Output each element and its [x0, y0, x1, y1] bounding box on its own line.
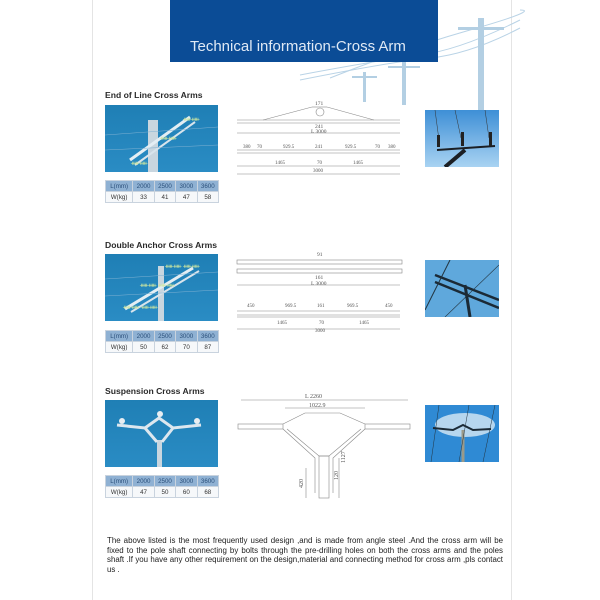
section-title-end-of-line: End of Line Cross Arms	[105, 90, 203, 100]
spec-table-end-of-line	[105, 180, 219, 203]
page-title: Technical information-Cross Arm	[190, 38, 406, 55]
svg-text:380: 380	[243, 145, 251, 150]
section-title-double-anchor: Double Anchor Cross Arms	[105, 240, 218, 250]
weight-cell: 47	[133, 487, 154, 498]
weight-cell: 47	[176, 192, 197, 203]
row-label: W(kg)	[106, 487, 133, 498]
header-banner	[170, 0, 438, 62]
length-cell: 3000	[176, 476, 197, 487]
svg-text:929.5: 929.5	[283, 145, 295, 150]
end-of-line-field-photo	[425, 110, 499, 167]
footer-description: The above listed is the most frequently used design ,and is made from angle steel .And the cross arm will be fixed to the pole shaft connecting by bolts through the pre-drilling holes on both the cross arms and the poles shaft .If you have any other requirement on the design,material and connecting method for cross arm ,pls contact us .	[107, 536, 503, 574]
length-cell: 3600	[197, 476, 218, 487]
svg-text:969.5: 969.5	[347, 304, 359, 309]
svg-text:969.5: 969.5	[285, 304, 297, 309]
row-label: L(mm)	[106, 181, 133, 192]
end-of-line-photo	[105, 105, 218, 172]
weight-cell: 58	[197, 192, 218, 203]
suspension-field-photo	[425, 405, 499, 462]
weight-cell: 41	[154, 192, 175, 203]
svg-text:450: 450	[247, 304, 255, 309]
svg-text:70: 70	[319, 321, 324, 326]
weight-cell: 87	[197, 342, 218, 353]
svg-text:161: 161	[317, 304, 325, 309]
svg-text:929.5: 929.5	[345, 145, 357, 150]
double-anchor-drawing	[235, 245, 415, 335]
row-label: L(mm)	[106, 476, 133, 487]
weight-cell: 62	[154, 342, 175, 353]
svg-text:3000: 3000	[315, 329, 325, 334]
svg-text:L 3000: L 3000	[311, 129, 327, 135]
spec-table-suspension	[105, 475, 219, 498]
suspension-drawing	[235, 388, 415, 503]
svg-text:420: 420	[299, 479, 305, 488]
svg-text:91: 91	[317, 252, 323, 258]
length-cell: 3600	[197, 331, 218, 342]
length-cell: 2500	[154, 331, 175, 342]
weight-cell: 68	[197, 487, 218, 498]
weight-cell: 60	[176, 487, 197, 498]
double-anchor-photo	[105, 254, 218, 321]
svg-text:70: 70	[375, 145, 380, 150]
svg-text:1465: 1465	[275, 161, 285, 166]
section-title-suspension: Suspension Cross Arms	[105, 386, 205, 396]
end-of-line-drawing	[235, 98, 415, 183]
length-cell: 3600	[197, 181, 218, 192]
svg-text:70: 70	[317, 161, 322, 166]
double-anchor-field-photo	[425, 260, 499, 317]
weight-cell: 33	[133, 192, 154, 203]
row-label: L(mm)	[106, 331, 133, 342]
svg-text:ᚔᚔ: ᚔᚔ	[183, 117, 200, 123]
svg-text:1127: 1127	[341, 451, 347, 463]
svg-text:171: 171	[315, 101, 324, 107]
weight-cell: 50	[154, 487, 175, 498]
row-label: W(kg)	[106, 342, 133, 353]
length-cell: 2000	[133, 476, 154, 487]
svg-text:241: 241	[315, 145, 323, 150]
svg-text:ᚔᚔ: ᚔᚔ	[160, 136, 177, 142]
length-cell: 3000	[176, 181, 197, 192]
svg-text:1022.9: 1022.9	[309, 403, 326, 409]
svg-text:380: 380	[388, 145, 396, 150]
row-label: W(kg)	[106, 192, 133, 203]
svg-text:L 3000: L 3000	[311, 281, 327, 287]
length-cell: 2500	[154, 476, 175, 487]
length-cell: 2500	[154, 181, 175, 192]
weight-cell: 50	[133, 342, 154, 353]
svg-text:241: 241	[315, 124, 324, 130]
svg-text:ᚔᚔ ᚔᚔ: ᚔᚔ ᚔᚔ	[165, 264, 200, 270]
svg-text:L 2260: L 2260	[305, 394, 322, 400]
svg-text:ᚔᚔ ᚔᚔ: ᚔᚔ ᚔᚔ	[140, 283, 175, 289]
svg-text:70: 70	[257, 145, 262, 150]
svg-text:120: 120	[334, 471, 340, 480]
length-cell: 3000	[176, 331, 197, 342]
svg-text:1465: 1465	[353, 161, 363, 166]
svg-text:3000: 3000	[313, 169, 323, 174]
spec-table-double-anchor	[105, 330, 219, 353]
svg-text:ᚔᚔ: ᚔᚔ	[131, 161, 148, 167]
suspension-photo	[105, 400, 218, 467]
length-cell: 2000	[133, 331, 154, 342]
svg-text:1465: 1465	[277, 321, 287, 326]
length-cell: 2000	[133, 181, 154, 192]
svg-text:ᚔᚔ ᚔᚔ: ᚔᚔ ᚔᚔ	[123, 305, 158, 311]
svg-text:161: 161	[315, 275, 324, 281]
svg-text:450: 450	[385, 304, 393, 309]
weight-cell: 70	[176, 342, 197, 353]
svg-text:1465: 1465	[359, 321, 369, 326]
